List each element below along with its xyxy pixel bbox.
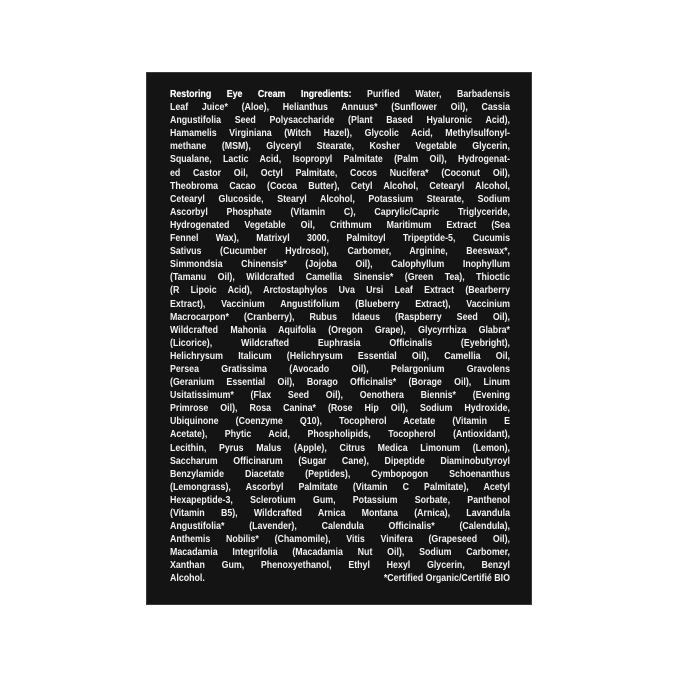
ingredients-line: Sativus (Cucumber Hydrosol), Carbomer, Arginine, Beeswax*, — [170, 246, 510, 258]
ingredients-line: Simmondsia Chinensis* (Jojoba Oil), Calophyllum Inophyllum — [170, 259, 510, 271]
ingredients-line: Primrose Oil), Rosa Canina* (Rose Hip Oil), Sodium Hydroxide, — [170, 403, 510, 415]
ingredients-label — [146, 72, 532, 605]
ingredients-line: Ubiquinone (Coenzyme Q10), Tocopherol Acetate (Vitamin E — [170, 416, 510, 428]
ingredients-line: Helichrysum Italicum (Helichrysum Essential Oil), Camellia Oil, — [170, 350, 510, 362]
certified-organic-note: *Certified Organic/Certifié BIO — [383, 573, 510, 585]
ingredients-line-first — [170, 88, 510, 101]
ingredients-line: Acetate), Phytic Acid, Phospholipids, Tocopherol (Antioxidant), — [170, 429, 510, 441]
ingredients-line: Macrocarpon* (Cranberry), Rubus Idaeus (Raspberry Seed Oil), — [170, 311, 510, 323]
ingredients-line: Squalane, Lactic Acid, Isopropyl Palmitate (Palm Oil), Hydrogenat- — [170, 154, 510, 166]
ingredients-line: Hamamelis Virginiana (Witch Hazel), Glycolic Acid, Methylsulfonyl- — [170, 128, 510, 140]
ingredients-line: Extract), Vaccinium Angustifolium (Blueberry Extract), Vaccinium — [170, 298, 510, 310]
ingredients-line: Angustifolia Seed Polysaccharide (Plant Based Hyaluronic Acid), — [170, 115, 510, 127]
ingredients-line: Saccharum Officinarum (Sugar Cane), Dipeptide Diaminobutyroyl — [170, 455, 510, 467]
ingredients-line: Fennel Wax), Matrixyl 3000, Palmitoyl Tripeptide-5, Cucumis — [170, 233, 510, 245]
ingredients-line: (Geranium Essential Oil), Borago Officinalis* (Borage Oil), Linum — [170, 377, 510, 389]
ingredients-lines — [170, 101, 510, 572]
ingredients-line: Ascorbyl Phosphate (Vitamin C), Caprylic/Capric Triglyceride, — [170, 206, 510, 218]
ingredients-line: Cetearyl Glucoside, Stearyl Alcohol, Potassium Stearate, Sodium — [170, 193, 510, 205]
ingredients-line: Hydrogenated Vegetable Oil, Crithmum Maritimum Extract (Sea — [170, 219, 510, 231]
ingredients-text — [170, 88, 510, 586]
ingredients-line: (Tamanu Oil), Wildcrafted Camellia Sinensis* (Green Tea), Thioctic — [170, 272, 510, 284]
ingredients-line: Macadamia Integrifolia (Macadamia Nut Oil), Sodium Carbomer, — [170, 547, 510, 559]
ingredients-line: (Vitamin B5), Wildcrafted Arnica Montana (Arnica), Lavandula — [170, 508, 510, 519]
ingredients-line: (Licorice), Wildcrafted Euphrasia Officinalis (Eyebright), — [170, 337, 510, 349]
ingredients-heading: Restoring Eye Cream Ingredients: — [170, 89, 367, 100]
ingredients-line: Lecithin, Pyrus Malus (Apple), Citrus Medica Limonum (Lemon), — [170, 442, 510, 454]
ingredients-line: Benzylamide Diacetate (Peptides), Cymbopogon Schoenanthus — [170, 468, 510, 480]
ingredients-line-first-rest: Purified Water, Barbadensis — [366, 89, 510, 100]
ingredients-line: Leaf Juice* (Aloe), Helianthus Annuus* (Sunflower Oil), Cassia — [170, 102, 510, 114]
ingredients-line: Angustifolia* (Lavender), Calendula Officinalis* (Calendula), — [170, 521, 510, 533]
ingredients-line: Theobroma Cacao (Cocoa Butter), Cetyl Alcohol, Cetearyl Alcohol, — [170, 180, 510, 192]
ingredients-line: methane (MSM), Glyceryl Stearate, Kosher Vegetable Glycerin, — [170, 141, 510, 153]
ingredients-line: Wildcrafted Mahonia Aquifolia (Oregon Grape), Glycyrrhiza Glabra* — [170, 324, 510, 336]
ingredients-line: Xanthan Gum, Phenoxyethanol, Ethyl Hexyl Glycerin, Benzyl — [170, 560, 510, 572]
ingredients-line: (Lemongrass), Ascorbyl Palmitate (Vitamin C Palmitate), Acetyl — [170, 481, 510, 493]
ingredients-line: Anthemis Nobilis* (Chamomile), Vitis Vinifera (Grapeseed Oil), — [170, 534, 510, 546]
ingredients-line: (R Lipoic Acid), Arctostaphylos Uva Ursi Leaf Extract (Bearberry — [170, 285, 510, 297]
ingredients-line-last — [170, 572, 510, 585]
ingredients-last-word: Alcohol. — [170, 573, 205, 585]
ingredients-line: Hexapeptide-3, Sclerotium Gum, Potassium Sorbate, Panthenol — [170, 494, 510, 506]
ingredients-line: Usitatissimum* (Flax Seed Oil), Oenothera Biennis* (Evening — [170, 390, 510, 402]
ingredients-line: Persea Gratissima (Avocado Oil), Pelargonium Gravolens — [170, 363, 510, 375]
ingredients-line: ed Castor Oil, Octyl Palmitate, Cocos Nucifera* (Coconut Oil), — [170, 167, 510, 179]
